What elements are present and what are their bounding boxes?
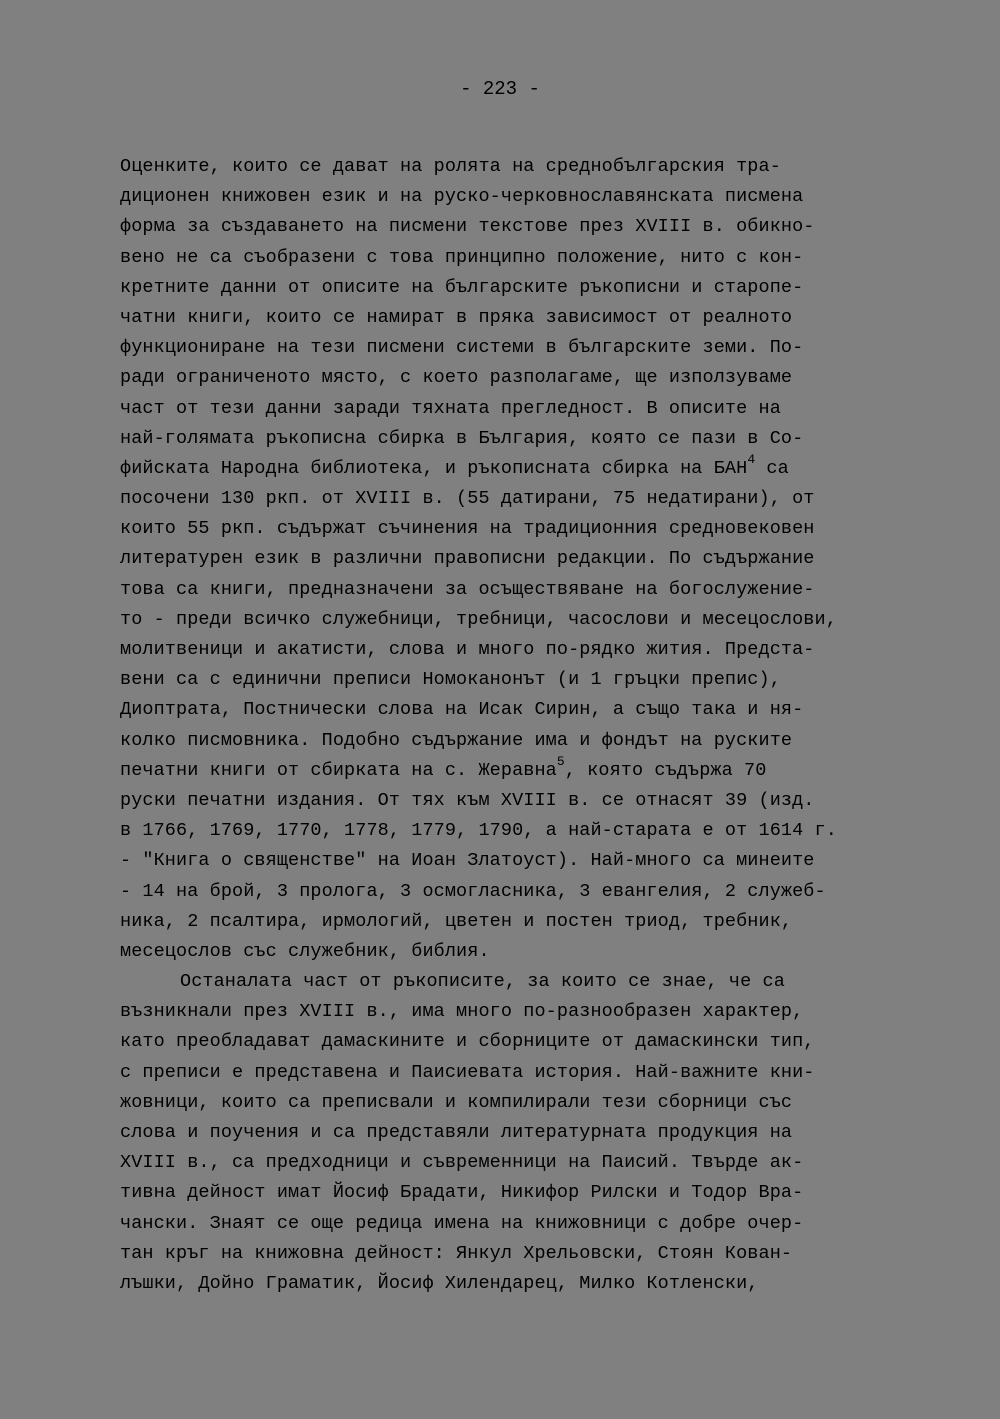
text-line-continuation: са	[755, 457, 789, 479]
text-line-content: печатни книги от сбирката на с. Жеравна	[120, 759, 557, 781]
text-line: ника, 2 псалтира, ирмологий, цветен и постен триод, требник,	[120, 910, 793, 932]
text-line: ради ограниченото място, с което разполагаме, ще използуваме	[120, 367, 793, 389]
text-line: колко писмовника. Подобно съдържание има и фондът на руските	[120, 729, 793, 751]
text-line: руски печатни издания. От тях към XVIII в. се отнасят 39 (изд.	[120, 789, 815, 811]
text-line: чански. Знаят се още редица имена на книжовници с добре очер-	[120, 1212, 804, 1234]
text-line	[120, 451, 910, 484]
text-line: диционен книжовен език и на руско-черковнославянската писмена	[120, 186, 804, 208]
text-line	[120, 753, 910, 786]
text-line: тан кръг на книжовна дейност: Янкул Хрельовски, Стоян Кован-	[120, 1242, 793, 1264]
text-line: като преобладават дамаскините и сборниците от дамаскински тип,	[120, 1031, 815, 1053]
text-line: Диоптрата, Постнически слова на Исак Сирин, а също така и ня-	[120, 699, 804, 721]
text-line: най-голямата ръкописна сбирка в България, която се пази в Со-	[120, 427, 804, 449]
text-line: част от тези данни заради тяхната прегледност. В описите на	[120, 397, 781, 419]
text-line: то - преди всичко служебници, требници, часослови и месецослови,	[120, 608, 837, 630]
text-line: лъшки, Дойно Граматик, Йосиф Хилендарец, Милко Котленски,	[120, 1272, 759, 1294]
text-line: - "Книга о священстве" на Иоан Златоуст). Най-много са минеите	[120, 850, 815, 872]
text-line: литературен език в различни правописни редакции. По съдържание	[120, 548, 815, 570]
text-line: Оценките, които се дават на ролята на среднобългарския тра-	[120, 156, 781, 177]
text-line: посочени 130 ркп. от XVIII в. (55 датирани, 75 недатирани), от	[120, 488, 815, 510]
text-line: XVIII в., са предходници и съвременници на Паисий. Твърде ак-	[120, 1152, 804, 1174]
text-line: слова и поучения и са представяли литературната продукция на	[120, 1122, 793, 1143]
text-line: вено не са съобразени с това принципно положение, нито с кон-	[120, 246, 804, 268]
text-line-continuation: , която съдържа 70	[564, 759, 767, 781]
page-number: - 223 -	[460, 78, 540, 100]
text-line: месецослов със служебник, библия.	[120, 940, 490, 962]
text-line: Останалата част от ръкописите, за които се знае, че са	[180, 971, 785, 993]
text-line: молитвеници и акатисти, слова и много по-рядко жития. Предста-	[120, 639, 815, 660]
footnote-reference: 5	[556, 753, 565, 769]
text-line: функциониране на тези писмени системи в българските земи. По-	[120, 337, 804, 359]
text-line: форма за създаването на писмени текстове през XVIII в. обикно-	[120, 216, 815, 238]
text-line: кретните данни от описите на българските ръкописни и старопе-	[120, 276, 804, 298]
text-line: това са книги, предназначени за осъществяване на богослужение-	[120, 578, 815, 600]
text-line: жовници, които са преписвали и компилирали тези сборници със	[120, 1091, 793, 1113]
text-line: с преписи е представена и Паисиевата история. Най-важните кни-	[120, 1061, 815, 1083]
text-line: чатни книги, които се намират в пряка зависимост от реалното	[120, 306, 793, 328]
text-line: които 55 ркп. съдържат съчинения на традиционния средновековен	[120, 518, 815, 540]
text-line: вени са с единични преписи Номоканонът (и 1 гръцки препис),	[120, 669, 781, 691]
text-line: възникнали през XVIII в., има много по-разнообразен характер,	[120, 1001, 804, 1023]
footnote-reference: 4	[747, 451, 756, 467]
text-line-content: фийската Народна библиотека, и ръкописната сбирка на БАН	[120, 457, 748, 479]
text-line: - 14 на брой, 3 пролога, 3 осмогласника, 3 евангелия, 2 служеб-	[120, 880, 826, 902]
text-line: в 1766, 1769, 1770, 1778, 1779, 1790, а най-старата е от 1614 г.	[120, 820, 837, 842]
text-line: тивна дейност имат Йосиф Брадати, Никифор Рилски и Тодор Вра-	[120, 1182, 804, 1204]
body-text	[120, 152, 910, 1299]
